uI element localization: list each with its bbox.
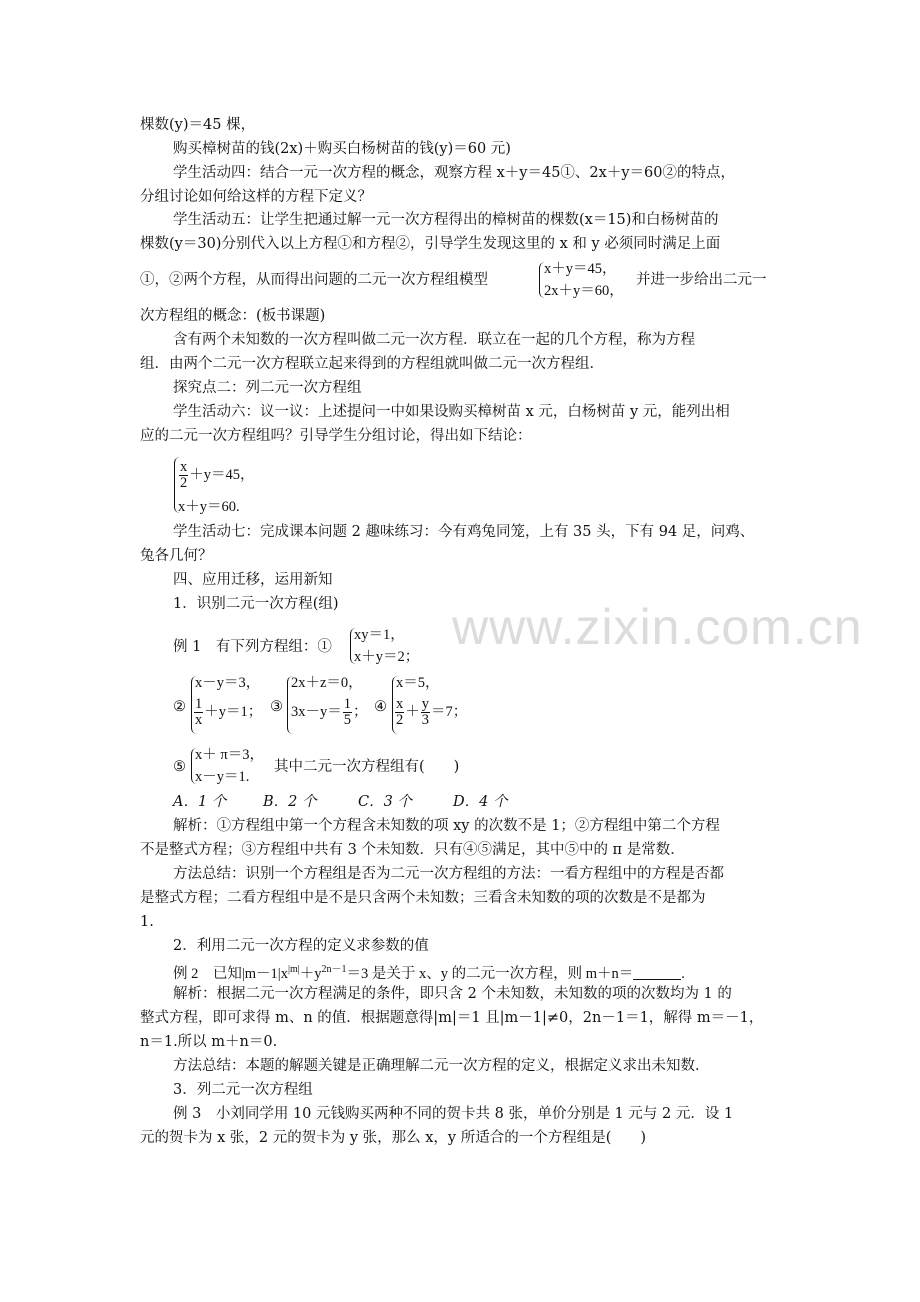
equation: 2x＋z＝0，: [291, 675, 363, 691]
example-part: .: [681, 966, 685, 982]
option-a: A．1 个: [173, 794, 227, 810]
superscript: 2n－1: [321, 964, 347, 975]
equation-part: 3x－y＝: [291, 703, 342, 720]
fraction-numerator: x: [396, 696, 404, 712]
example-part: 例 2 已知|m－1|x: [173, 966, 288, 982]
answer-blank: [633, 965, 681, 980]
fraction-denominator: x: [195, 712, 203, 728]
question-tail: 其中二元一次方程组有( ): [274, 759, 460, 775]
fraction-numerator: 1: [195, 696, 203, 712]
fraction-numerator: y: [421, 696, 429, 712]
equation-part: ＋y＝1；: [204, 703, 263, 720]
text-line: 次方程组的概念：(板书课题): [140, 308, 326, 324]
equation: x＋y＝2；: [354, 649, 420, 665]
text-line: 学生活动七：完成课本问题 2 趣味练习：今有鸡兔同笼，上有 35 头，下有 94 足，问鸡、: [173, 524, 755, 540]
equation-part: ＋y＝45，: [189, 466, 255, 483]
option-c: C．3 个: [358, 794, 412, 810]
equation: 2x＋y＝60，: [544, 283, 624, 299]
fraction-denominator: 2: [396, 712, 404, 728]
subsection-heading: 3．列二元一次方程组: [173, 1082, 313, 1098]
subsection-heading: 1．识别二元一次方程(组): [173, 596, 339, 612]
option-d: D．4 个: [453, 794, 508, 810]
text-line: 不是整式方程；③方程组中共有 3 个未知数．只有④⑤满足，其中⑤中的 π 是常数．: [140, 842, 685, 858]
text-line: 学生活动六：议一议：上述提问一中如果设购买樟树苗 x 元，白杨树苗 y 元，能列出相: [173, 404, 730, 420]
choice-marker: ⑤: [173, 759, 186, 775]
equation: x＋ π＝3，: [195, 747, 264, 763]
text-line: 含有两个未知数的一次方程叫做二元一次方程．联立在一起的几个方程，称为方程: [173, 332, 695, 348]
text-line: 应的二元一次方程组吗？引导学生分组讨论，得出如下结论：: [140, 428, 532, 444]
text-line: 分组讨论如何给这样的方程下定义？: [140, 189, 372, 205]
superscript: |m|: [287, 964, 300, 975]
equation: [193, 697, 262, 728]
choice-marker: ④: [374, 699, 387, 715]
text-line: 解析：①方程组中第一个方程含未知数的项 xy 的次数不是 1；②方程组中第二个方程: [173, 818, 720, 834]
section-heading: 探究点二：列二元一次方程组: [173, 380, 362, 396]
fraction-denominator: 5: [343, 712, 351, 728]
text-line: 是整式方程；二看方程组中是不是只含两个未知数；三看含未知数的项的次数是不是都为: [140, 890, 706, 906]
section-heading: 四、应用迁移，运用新知: [173, 572, 333, 588]
text-line: 棵数(y＝30)分别代入以上方程①和方程②，引导学生发现这里的 x 和 y 必须同时满足上面: [140, 236, 721, 252]
fraction-denominator: 2: [180, 475, 188, 491]
text-line: 棵数(y)＝45 棵，: [140, 117, 256, 133]
text-line: 方法总结：识别一个方程组是否为二元一次方程组的方法：一看方程组中的方程是否都: [173, 866, 724, 882]
equation: x＋y＝60.: [178, 499, 240, 515]
choice-marker: ③: [270, 699, 283, 715]
fraction-numerator: 1: [343, 696, 351, 712]
option-b: B．2 个: [263, 794, 317, 810]
equation: [178, 460, 255, 491]
text-line: 学生活动五：让学生把通过解一元一次方程得出的樟树苗的棵数(x＝15)和白杨树苗的: [173, 212, 719, 228]
text-line: 学生活动四：结合一元一次方程的概念，观察方程 x＋y＝45①、2x＋y＝60②的特点，: [173, 165, 735, 181]
choice-marker: ②: [173, 699, 186, 715]
fraction-numerator: x: [180, 459, 188, 475]
example-part: ＝3 是关于 x、y 的二元一次方程，则 m＋n＝: [346, 966, 634, 982]
text-line: 组．由两个二元一次方程联立起来得到的方程组就叫做二元一次方程组．: [140, 356, 604, 372]
equation: x－y＝1.: [195, 769, 250, 785]
example-2: [173, 960, 685, 984]
text-line: 1.: [140, 914, 154, 930]
text-line: 并进一步给出二元一: [636, 272, 767, 288]
equation: [291, 697, 368, 728]
watermark: www.zixin.com.cn: [452, 599, 863, 655]
equation-part: ＋: [405, 703, 420, 720]
text-line: 方法总结：本题的解题关键是正确理解二元一次方程的定义，根据定义求出未知数．: [173, 1058, 710, 1074]
text-line: 元的贺卡为 x 张，2 元的贺卡为 y 张，那么 x，y 所适合的一个方程组是( ): [140, 1130, 647, 1146]
equation: x－y＝3，: [195, 675, 261, 691]
text-line: ①，②两个方程，从而得出问题的二元一次方程组模型: [140, 272, 488, 288]
equation-part: ；: [353, 703, 368, 720]
text-line: n＝1.所以 m＋n＝0.: [140, 1034, 278, 1050]
equation: xy＝1，: [354, 627, 405, 643]
equation: x＝5，: [396, 675, 440, 691]
text-line: 例 3 小刘同学用 10 元钱购买两种不同的贺卡共 8 张，单价分别是 1 元与 2 元．设 1: [173, 1106, 734, 1122]
example-part: ＋y: [299, 966, 322, 982]
example-label: 例 1 有下列方程组：①: [173, 639, 332, 655]
subsection-heading: 2．利用二元一次方程的定义求参数的值: [173, 938, 429, 954]
text-line: 购买樟树苗的钱(2x)＋购买白杨树苗的钱(y)＝60 元): [173, 141, 511, 157]
text-line: 兔各几何？: [140, 548, 213, 564]
equation: x＋y＝45，: [544, 261, 617, 277]
equation: [394, 697, 467, 728]
equation-part: ＝7；: [431, 703, 468, 720]
fraction-denominator: 3: [421, 712, 429, 728]
text-line: 解析：根据二元一次方程满足的条件，即只含 2 个未知数，未知数的项的次数均为 1 的: [173, 986, 732, 1002]
text-line: 整式方程，即可求得 m、n 的值．根据题意得|m|＝1 且|m－1|≠0，2n－1＝1，解得 m＝－1，: [140, 1010, 764, 1026]
